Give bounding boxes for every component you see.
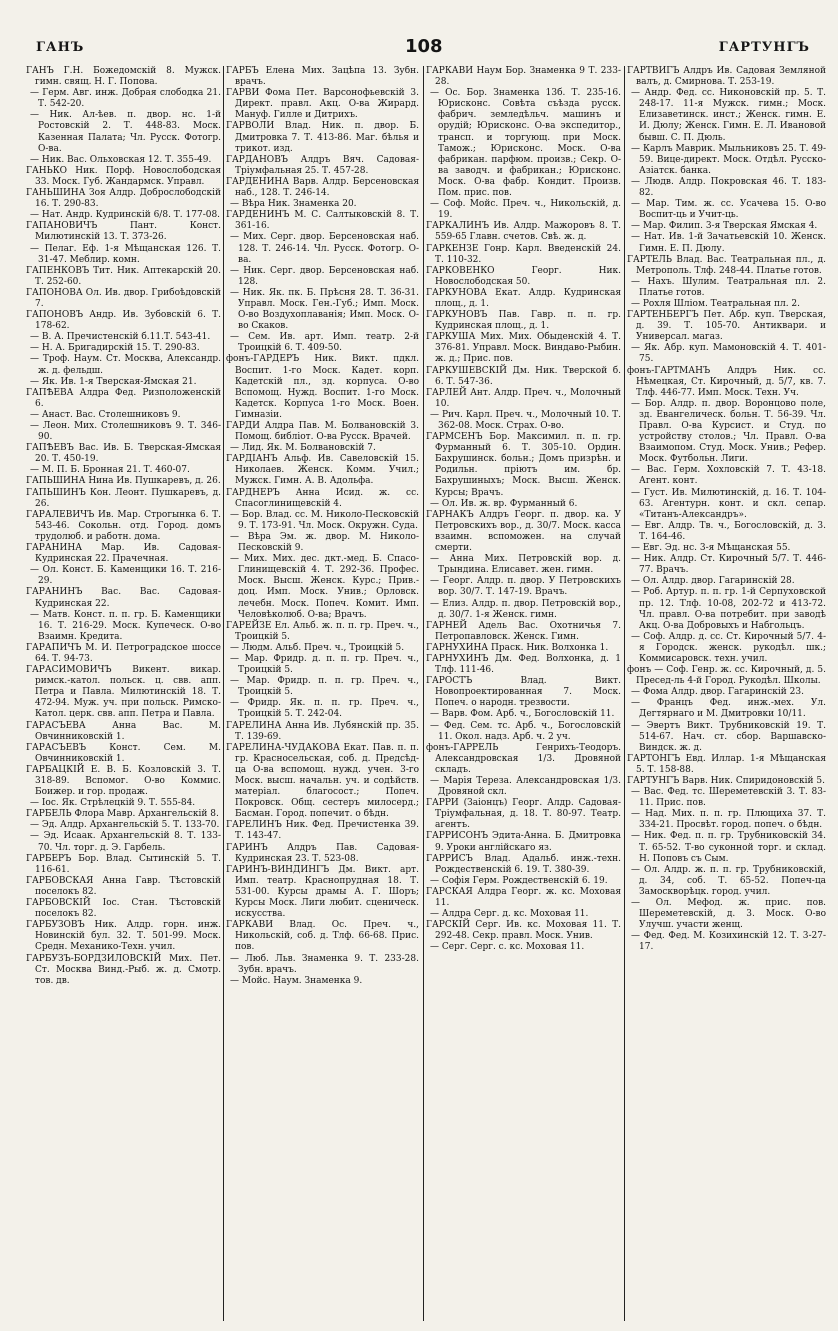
directory-entry: — Мих. Серг. двор. Берсеновская наб. 128. Т. 246-14. Чл. Русск. Фотогр. О-ва. xyxy=(230,232,419,265)
directory-entry: — Софія Герм. Рождественскій 6. 19. xyxy=(430,875,608,886)
directory-entry: — Ол. Ив. ж. вр. Фурманный 6. xyxy=(430,498,578,509)
directory-entry: — Нахъ. Шулим. Театральная пл. 2. Платье готов. xyxy=(631,276,826,298)
directory-entry: — Мар. Тим. ж. сс. Усачева 15. О-во Воспит-ць и Учит-ць. xyxy=(631,199,826,221)
directory-entry: — Нат. Ив. 1-й Зачатьевскій 10. Женск. Гимн. Е. П. Дюлу. xyxy=(631,232,826,254)
directory-entry: — Фома Алдр. двор. Гагаринскій 23. xyxy=(631,687,804,698)
directory-entry: — Фридр. Як. п. п. гр. Преч. ч., Троицкій 5. Т. 242-04. xyxy=(230,698,419,720)
directory-entry: ГАРВОЛИ Влад. Ник. п. двор. Б. Дмитровка 7. Т. 413-86. Маг. бѣлья и трикот. изд. xyxy=(226,121,419,154)
directory-entry: — Францъ Фед. инж.-мех. Ул. Дегтярнаго и М. Дмитровки 10/11. xyxy=(631,698,826,720)
directory-entry: — Іос. Як. Стрѣлецкій 9. Т. 555-84. xyxy=(30,798,196,809)
header-right-word: ГАРТУНГЪ xyxy=(718,40,810,55)
directory-entry: — Соф. Мойс. Преч. ч., Никольскій, д. 19. xyxy=(430,199,621,221)
directory-entry: ГАРТУНГЪ Варв. Ник. Спиридоновскій 5. xyxy=(627,776,825,786)
directory-entry: фонъ-ГАРРЕЛЬ Генрихъ-Теодоръ. Александровская 1/3. Дровяной складъ. xyxy=(426,742,621,775)
directory-entry: — Алдра Серг. д. кс. Моховая 11. xyxy=(430,909,589,920)
directory-entry: — Герм. Авг. инж. Добрая слободка 21. Т. 542-20. xyxy=(30,88,221,110)
directory-entry: ГАРБЕРЪ Бор. Влад. Сытинскій 5. Т. 116-61. xyxy=(26,853,221,875)
directory-entry: ГАРКАВИ Влад. Ос. Преч. ч., Никольскій, соб. д. Тлф. 66-68. Прис. пов. xyxy=(226,920,419,953)
directory-entry: ГАРКУНОВА Екат. Алдр. Кудринская площ., д. 1. xyxy=(426,287,621,309)
directory-entry: — Н. А. Бригадирскій 15. Т. 290-83. xyxy=(30,343,200,354)
directory-entry: — Мар. Фридр. д. п. п. гр. Преч. ч., Троицкій 5. xyxy=(230,653,419,676)
directory-entry: ГАРАПИЧЪ М. И. Петроградское шоссе 64. Т. 94-73. xyxy=(26,642,221,664)
header-left-word: ГАНЪ xyxy=(36,40,85,55)
directory-entry: — Елиз. Алдр. п. двор. Петровскій вор., д. 30/7. 1-я Женск. гимн. xyxy=(430,598,621,620)
directory-entry: ГАРАЛЕВИЧЪ Ив. Мар. Строгынка 6. Т. 543-46. Сокольн. отд. Город. домъ трудолюб. и работн. дома. xyxy=(26,509,221,542)
directory-entry: — Ник. Серг. двор. Берсеновская наб. 128. xyxy=(230,265,419,287)
directory-entry: — Вас. Герм. Хохловскій 7. Т. 43-18. Агент. конт. xyxy=(631,465,826,487)
directory-entry: — Як. Абр. куп. Мамоновскій 4. Т. 401-75. xyxy=(631,343,826,365)
directory-entry: ГАПЕНКОВЪ Тит. Ник. Аптекарскій 20. Т. 252-60. xyxy=(26,265,221,287)
column-4 xyxy=(627,66,826,1321)
directory-entry: ГАРДЕНИНЪ М. С. Салтыковскій 8. Т. 361-16. xyxy=(226,210,419,232)
directory-entry: ГАРНАКЪ Алдръ Георг. п. двор. ка. У Петровскихъ вор., д. 30/7. Моск. касса взаимн. вспоможен. на случай смерти. xyxy=(426,509,621,554)
directory-entry: — Людм. Альб. Преч. ч., Троицкій 5. xyxy=(230,642,405,653)
directory-entry: ГАРДИ Алдра Пав. М. Болвановскій 3. Помощ. библіот. О-ва Русск. Врачей. xyxy=(226,421,419,443)
directory-entry: — Ник. Фед. п. п. гр. Трубниковскій 34. Т. 65-52. Т-во суконной торг. и склад. Н. Поповъ съ Сым. xyxy=(631,831,826,864)
directory-entry: ГАРКАЛИНЪ Ив. Алдр. Мажоровъ 8. Т. 559-65 Главн. счетов. Свѣ. ж. д. xyxy=(426,221,621,243)
directory-entry: ГАРОСТЪ Влад. Викт. Новопроектированная 7. Моск. Попеч. о народн. трезвости. xyxy=(426,676,621,709)
directory-entry: — Ол. Мефод. ж. прис. пов. Шереметевскій, д. 3. Моск. О-во Улучш. участи женщ. xyxy=(631,898,826,931)
directory-entry: — Сем. Ив. арт. Имп. театр. 2-й Троицкій 6. Т. 409-50. xyxy=(230,332,419,354)
column-1 xyxy=(26,66,221,1321)
directory-entry: фонъ-ГАРДЕРЪ Ник. Викт. пдкл. Воспит. 1-го Моск. Кадет. корп. Кадетскій пл., зд. корпуса. О-во Вспомощ. Нужд. Воспит. 1-го Моск. Кадетск. Корпуса 1-го Моск. Воен. Гимназіи. xyxy=(226,354,419,420)
directory-entry: ГАРКЕНЗЕ Гонр. Карл. Введенскій 24. Т. 110-32. xyxy=(426,243,621,265)
directory-entry: — Вас. Фед. тс. Шереметевскій 3. Т. 83-11. Прис. пов. xyxy=(631,787,826,809)
directory-entry: — Фед. Сем. тс. Арб. ч., Богословскій 11. Окол. надз. Арб. ч. 2 уч. xyxy=(430,720,621,742)
directory-entry: — Евг. Эд. нс. 3-я Мѣщанская 55. xyxy=(631,543,791,554)
directory-entry: ГАРАНИНЪ Вас. Вас. Садовая-Кудринская 22. xyxy=(26,587,221,609)
directory-entry: ГАРЕЙЗЕ Ел. Альб. ж. п. п. гр. Преч. ч., Троицкій 5. xyxy=(226,620,419,642)
directory-entry: — Бор. Влад. сс. М. Николо-Песковскій 9. Т. 173-91. Чл. Моск. Окружн. Суда. xyxy=(230,509,419,531)
directory-entry: фонъ — Соф. Генр. ж. сс. Кирочный, д. 5. Пресед-ль 4-й Город. Рукодѣл. Школы. xyxy=(627,665,826,687)
directory-entry: — Андр. Фед. сс. Никоновскій пр. 5. Т. 248-17. 11-я Мужск. гимн.; Моск. Елизаветинск. инст.; Женск. гимн. Е. И. Дюлу; Женск. Гимн. Е. Л. Ивановой бывш. С. П. Дюль. xyxy=(631,88,826,143)
directory-entry: ГАРЕЛИНА Анна Ив. Лубянскій пр. 35. Т. 139-69. xyxy=(226,720,419,742)
directory-entry: ГАРБАЦКІЙ Е. В. Б. Козловскій 3. Т. 318-89. Вспомог. О-во Коммис. Боижер. и гор. продаж. xyxy=(26,764,221,798)
directory-entry: ГАПЬШИНА Нина Ив. Пушкаревъ, д. 26. xyxy=(26,476,221,487)
directory-entry: ГАРБУЗОВЪ Ник. Алдр. горн. инж. Новинскій бул. 32. Т. 501-99. Моск. Средн. Механико-Техн. учил. xyxy=(26,920,221,953)
directory-entry: — Ол. Алдр. двор. Гагаринскій 28. xyxy=(631,576,795,587)
directory-entry: ГАРКОВЕНКО Георг. Ник. Новослободская 50. xyxy=(426,265,621,287)
directory-entry: — Варв. Фом. Арб. ч., Богословскій 11. xyxy=(430,709,615,720)
directory-entry: ГАРАНИНА Мар. Ив. Садовая-Кудринская 22. Прачечная. xyxy=(26,543,221,565)
directory-entry: — Ник. Ал-ѣев. п. двор. нс. 1-й Ростовскій 2. Т. 448-83. Моск. Казенная Палата; Чл. Русск. Фотогр. О-ва. xyxy=(30,110,221,154)
directory-entry: ГАРВИ Фома Пет. Варсонофьевскій 3. Директ. правл. Акц. О-ва Жирард. Мануф. Гилле и Дитрихъ. xyxy=(226,88,419,121)
directory-entry: ГАРНУХИНЪ Дм. Фед. Волхонка, д. 1 Тлф. 111-46. xyxy=(426,653,621,676)
directory-entry: ГАРМСЕНЪ Бор. Максимил. п. п. гр. Фурманный 6. Т. 305-10. Ордин. Бахрушинск. больн.; Домъ призрѣн. и Родильн. пріютъ им. бр. Бахрушиныхъ; Моск. Высш. Женск. Курсы; Врачъ. xyxy=(426,432,621,498)
directory-entry: ГАРРИСЪ Влад. Адальб. инж.-техн. Рождественскій 6. 19. Т. 380-39. xyxy=(426,853,621,875)
directory-entry: ГАРКУНОВЪ Пав. Гавр. п. п. гр. Кудринская площ., д. 1. xyxy=(426,310,621,332)
directory-entry: — Густ. Ив. Милютинскій, д. 16. Т. 104-63. Агентурн. конт. и скл. сепар. «Титанъ-Александръ». xyxy=(631,487,826,520)
directory-entry: — Анна Мих. Петровскій вор. д. Трындина. Елисавет. жен. гимн. xyxy=(430,554,621,576)
directory-entry: ГАРДЕНИНА Варв. Алдр. Берсеновская наб., 128. Т. 246-14. xyxy=(226,176,419,199)
directory-entry: — Над. Мих. п. п. гр. Плющиха 37. Т. 334-21. Просвѣт. город. попеч. о бѣдн. xyxy=(631,809,826,831)
directory-entry: — Эвертъ Викт. Трубниковскій 19. Т. 514-67. Нач. ст. сбор. Варшавско-Виндск. ж. д. xyxy=(631,720,826,753)
directory-entry: — Рич. Карл. Преч. ч., Молочный 10. Т. 362-08. Моск. Страх. О-во. xyxy=(430,409,621,431)
directory-entry: ГАРКУШЕВСКІЙ Дм. Ник. Тверской б. 6. Т. 547-36. xyxy=(426,365,621,387)
directory-entry: ГАРКАВИ Наум Бор. Знаменка 9 Т. 233-28. xyxy=(426,66,621,88)
directory-entry: — Ол. Конст. Б. Каменщики 16. Т. 216-29. xyxy=(30,565,221,587)
directory-entry: ГАНЪ Г.Н. Божедомскій 8. Мужск. гимн. свящ. Н. Г. Попова. xyxy=(26,66,221,88)
directory-entry: — Анаст. Вас. Столешниковъ 9. xyxy=(30,409,181,420)
directory-entry: ГАПѢЕВЪ Вас. Ив. Б. Тверская-Ямская 20. Т. 450-19. xyxy=(26,443,221,465)
directory-entry: ГАРРИ (Заіонцъ) Георг. Алдр. Садовая-Тріумфальная, д. 18. Т. 80-97. Театр. агентъ. xyxy=(426,798,621,831)
directory-entry: — Леон. Мих. Столешниковъ 9. Т. 346-90. xyxy=(30,421,221,443)
directory-columns xyxy=(26,66,826,1321)
directory-entry: ГАРСКІЙ Серг. Ив. кс. Моховая 11. Т. 292-48. Секр. правл. Моск. Унив. xyxy=(426,920,621,942)
directory-entry: ГАРНУХИНА Праск. Ник. Волхонка 1. xyxy=(426,642,609,653)
directory-entry: — Як. Ив. 1-я Тверская-Ямская 21. xyxy=(30,376,197,387)
directory-entry: — Людв. Алдр. Покровская 46. Т. 183-82. xyxy=(631,176,826,199)
directory-entry: ГАРБЕЛЬ Флора Мавр. Архангельскій 8. xyxy=(26,809,219,820)
page-number: 108 xyxy=(405,36,443,57)
directory-entry: — Георг. Алдр. п. двор. У Петровскихъ вор. 30/7. Т. 147-19. Врачъ. xyxy=(430,576,621,598)
directory-entry: — Мар. Фридр. п. п. гр. Преч. ч., Троицкій 5. xyxy=(230,676,419,698)
directory-entry: ГАРТЕНБЕРГЪ Пет. Абр. куп. Тверская, д. 39. Т. 105-70. Антиквари. и Универсал. магаз. xyxy=(627,310,826,343)
directory-entry: — Лид. Як. М. Болвановскій 7. xyxy=(230,443,376,454)
directory-entry: — Нат. Андр. Кудринскій 6/8. Т. 177-08. xyxy=(30,210,221,221)
directory-entry: ГАРНЕЙ Адель Вас. Охотничья 7. Петропавловск. Женск. Гимн. xyxy=(426,620,621,642)
directory-entry: ГАРЕЛИНЪ Ник. Фед. Пречистенка 39. Т. 143-47. xyxy=(226,820,419,842)
directory-entry: ГАРАСЪЕВА Анна Вас. М. Овчинниковскій 1. xyxy=(26,720,221,742)
directory-entry: ГАПОНОВЪ Андр. Ив. Зубовскій 6. Т. 178-62. xyxy=(26,310,221,332)
directory-entry: фонъ-ГАРТМАНЪ Алдръ Ник. сс. Нѣмецкая, Ст. Кирочный, д. 5/7, кв. 7. Тлф. 446-77. Имп. Моск. Техн. Уч. xyxy=(627,365,826,398)
directory-entry: ГАНЬКО Ник. Порф. Новослободская 33. Моск. Губ. Жандармск. Управл. xyxy=(26,165,221,187)
directory-entry: ГАНЬШИНА Зоя Алдр. Доброслободскій 16. Т. 290-83. xyxy=(26,188,221,210)
directory-entry: ГАРБОВСКІЙ Іос. Стан. Тѣстовскій поселокъ 82. xyxy=(26,898,221,920)
column-divider xyxy=(423,66,424,1321)
directory-entry: ГАПѢЕВА Алдра Фед. Ризположенскій 6. xyxy=(26,387,221,409)
directory-entry: ГАРТЕЛЬ Влад. Вас. Театральная пл., д. Метрополь. Тлф. 248-44. Платье готов. xyxy=(627,254,826,276)
directory-entry: ГАРТОНГЪ Евд. Иллар. 1-я Мѣщанская 5. Т. 158-88. xyxy=(627,753,826,775)
directory-entry: ГАРАСЪЕВЪ Конст. Сем. М. Овчинниковскій 1. xyxy=(26,742,221,764)
directory-entry: — Вѣра Ник. Знаменка 20. xyxy=(230,199,357,210)
directory-entry: — Ос. Бор. Знаменка 13б. Т. 235-16. Юрисконс. Совѣта съѣзда русск. фабрич. земледѣльч. машинъ и орудій; Юрисконс. О-ва экспедитор., трансп. и торгующ. при Моск. Тамож.; Юрисконс. Моск. О-ва фабрикан. парфюм. произв.; Секр. О-ва заводч. и фабрикан.; Юрисконс. Моск. О-ва фабр. Кондит. Произв. Пом. прис. пов. xyxy=(430,88,621,199)
directory-entry: — Ник. Алдр. Ст. Кирочный 5/7. Т. 446-77. Врачъ. xyxy=(631,554,826,576)
directory-entry: — Люб. Льв. Знаменка 9. Т. 233-28. Зубн. врачъ. xyxy=(230,953,419,975)
directory-entry: ГАРБОВСКАЯ Анна Гавр. Тѣстовскій поселокъ 82. xyxy=(26,875,221,897)
directory-entry: — Соф. Алдр. д. сс. Ст. Кирочный 5/7. 4-я Городск. женск. рукодѣл. шк.; Коммисаровск. техн. учил. xyxy=(631,631,826,664)
directory-entry: — Евг. Алдр. Тв. ч., Богословскій, д. 3. Т. 164-46. xyxy=(631,520,826,542)
directory-entry: — Фед. Фед. М. Козихинскій 12. Т. 3-27-17. xyxy=(631,931,826,953)
directory-entry: — М. П. Б. Бронная 21. Т. 460-07. xyxy=(30,465,190,476)
directory-entry: ГАРАСИМОВИЧЪ Викент. викар. римск.-катол. польск. ц. свв. апп. Петра и Павла. Милютинскій 18. Т. 472-94. Муж. уч. при польск. Римско-Катол. церк. свв. апп. Петра и Павла. xyxy=(26,665,221,720)
directory-entry: — Эд. Алдр. Архангельскій 5. Т. 133-70. xyxy=(30,820,220,831)
directory-entry: ГАРБУЗЪ-БОРДЗИЛОВСКІЙ Мих. Пет. Ст. Москва Винд.-Рыб. ж. д. Смотр. тов. дв. xyxy=(26,953,221,986)
directory-entry: ГАРРИСОНЪ Эдита-Анна. Б. Дмитровка 9. Уроки англійскаго яз. xyxy=(426,831,621,853)
column-divider xyxy=(624,66,625,1321)
directory-entry: — Пелаг. Еф. 1-я Мѣщанская 126. Т. 31-47. Меблир. комн. xyxy=(30,243,221,265)
directory-entry: ГАПЬШИНЪ Кон. Леонт. Пушкаревъ, д. 26. xyxy=(26,487,221,509)
directory-entry: — Роб. Артур. п. п. гр. 1-й Серпуховской пр. 12. Тлф. 10-08, 202-72 и 413-72. Чл. правл. О-ва потребит. при заводѣ Акц. О-ва Добровыхъ и Набгольцъ. xyxy=(631,587,826,631)
directory-entry: ГАРЕЛИНА-ЧУДАКОВА Екат. Пав. п. п. гр. Красносельская, соб. д. Предсѣд-ца О-ва вспомощ. нужд. учен. 3-го Моск. высш. начальн. уч. и содѣйств. матеріал. благосост.; Попеч. Покровск. Общ. сестеръ милосерд.; Басман. Город. попечит. о бѣдн. xyxy=(226,742,419,820)
directory-entry: — Ник. Вас. Ольховская 12. Т. 355-49. xyxy=(30,154,212,165)
column-3 xyxy=(426,66,621,1321)
directory-entry: — Рохля Шліом. Театральная пл. 2. xyxy=(631,298,801,309)
directory-entry: — Бор. Алдр. п. двор. Воронцово поле, зд. Евангелическ. больн. Т. 56-39. Чл. Правл. О-ва Курсист. и Студ. по устройству столов.; Чл. Правл. О-ва Взаимопом. Студ. Моск. Унив.; Рефер. Моск. Футбольн. Лиги. xyxy=(631,398,826,465)
directory-entry: ГАРСКАЯ Алдра Георг. ж. кс. Моховая 11. xyxy=(426,886,621,909)
directory-entry: — Эд. Исаак. Архангельскій 8. Т. 133-70. Чл. торг. д. Э. Гарбель. xyxy=(30,831,221,853)
directory-entry: ГАРДІАНЪ Альф. Ив. Савеловскій 15. Николаев. Женск. Комм. Учил.; Мужск. Гимн. А. В. Адольфа. xyxy=(226,454,419,487)
directory-entry: — Троф. Наум. Ст. Москва, Александр. ж. д. фельдш. xyxy=(30,354,221,376)
directory-entry: ГАРКУША Мих. Мих. Обыденскій 4. Т. 376-81. Управл. Моск. Виндаво-Рыбин. ж. д.; Прис. пов. xyxy=(426,332,621,365)
column-2 xyxy=(226,66,419,1321)
directory-entry: ГАРЛЕЙ Ант. Алдр. Преч. ч., Молочный 10. xyxy=(426,387,621,409)
directory-entry: ГАРИНЪ Алдръ Пав. Садовая-Кудринская 23. Т. 523-08. xyxy=(226,842,419,864)
directory-entry: — Марія Тереза. Александровская 1/3. Дровяной скл. xyxy=(430,776,621,798)
directory-entry: ГАРБЪ Елена Мих. Зацѣпа 13. Зубн. врачъ. xyxy=(226,66,419,88)
directory-entry: — Мойс. Наум. Знаменка 9. xyxy=(230,975,363,986)
directory-entry: — Матв. Конст. п. п. гр. Б. Каменщики 16. Т. 216-29. Моск. Купеческ. О-во Взаимн. Кредита. xyxy=(30,609,221,642)
directory-entry: ГАПАНОВИЧЪ Пант. Конст. Милютинскій 13. Т. 373-26. xyxy=(26,221,221,243)
directory-entry: ГАПОНОВА Ол. Ив. двор. Грибоѣдовскій 7. xyxy=(26,287,221,309)
directory-entry: ГАРИНЪ-ВИНДИНГЪ Дм. Викт. арт. Имп. театр. Краснопрудная 18. Т. 531-00. Курсы драмы А. Г. Шоръ; Курсы Моск. Лиги любит. сценическ. искусства. xyxy=(226,864,419,920)
directory-entry: — Мар. Филип. 3-я Тверская Ямская 4. xyxy=(631,221,818,232)
directory-entry: — В. А. Пречистенскій б.11.Т. 543-41. xyxy=(30,332,211,343)
directory-entry: ГАРДНЕРЪ Анна Исид. ж. сс. Спасоглинищевскій 4. xyxy=(226,487,419,509)
directory-entry: — Серг. Серг. с. кс. Моховая 11. xyxy=(430,942,585,953)
directory-entry: — Вѣра Эм. ж. двор. М. Николо-Песковскій 9. xyxy=(230,531,419,554)
directory-entry: — Карлъ Маврик. Мыльниковъ 25. Т. 49-59. Вице-директ. Моск. Отдѣл. Русско-Азіатск. банка. xyxy=(631,143,826,176)
page-header xyxy=(0,36,838,60)
directory-entry: — Мих. Мих. дес. дкт.-мед. Б. Спасо-Глинищевскій 4. Т. 292-36. Профес. Моск. Высш. Женск. Курс.; Прив.-доц. Имп. Моск. Унив.; Орловск. лечебн. Моск. Попеч. Комит. Имп. Человѣколюб. О-ва; Врачъ. xyxy=(230,554,419,620)
directory-entry: — Ол. Алдр. ж. п. п. гр. Трубниковскій, д. 34, соб. Т. 65-52. Попеч-ца Замоскворѣцк. город. учил. xyxy=(631,864,826,897)
directory-entry: ГАРДАНОВЪ Алдръ Вяч. Садовая-Тріумфальная 25. Т. 457-28. xyxy=(226,154,419,176)
column-divider xyxy=(223,66,224,1321)
directory-entry: ГАРТВИГЪ Алдръ Ив. Садовая Земляной валъ, д. Смирнова. Т. 253-19. xyxy=(627,66,826,88)
directory-entry: — Ник. Як. пк. Б. Прѣсня 28. Т. 36-31. Управл. Моск. Ген.-Губ.; Имп. Моск. О-во Воздухоплаванія; Имп. Моск. О-во Скаков. xyxy=(230,287,419,332)
